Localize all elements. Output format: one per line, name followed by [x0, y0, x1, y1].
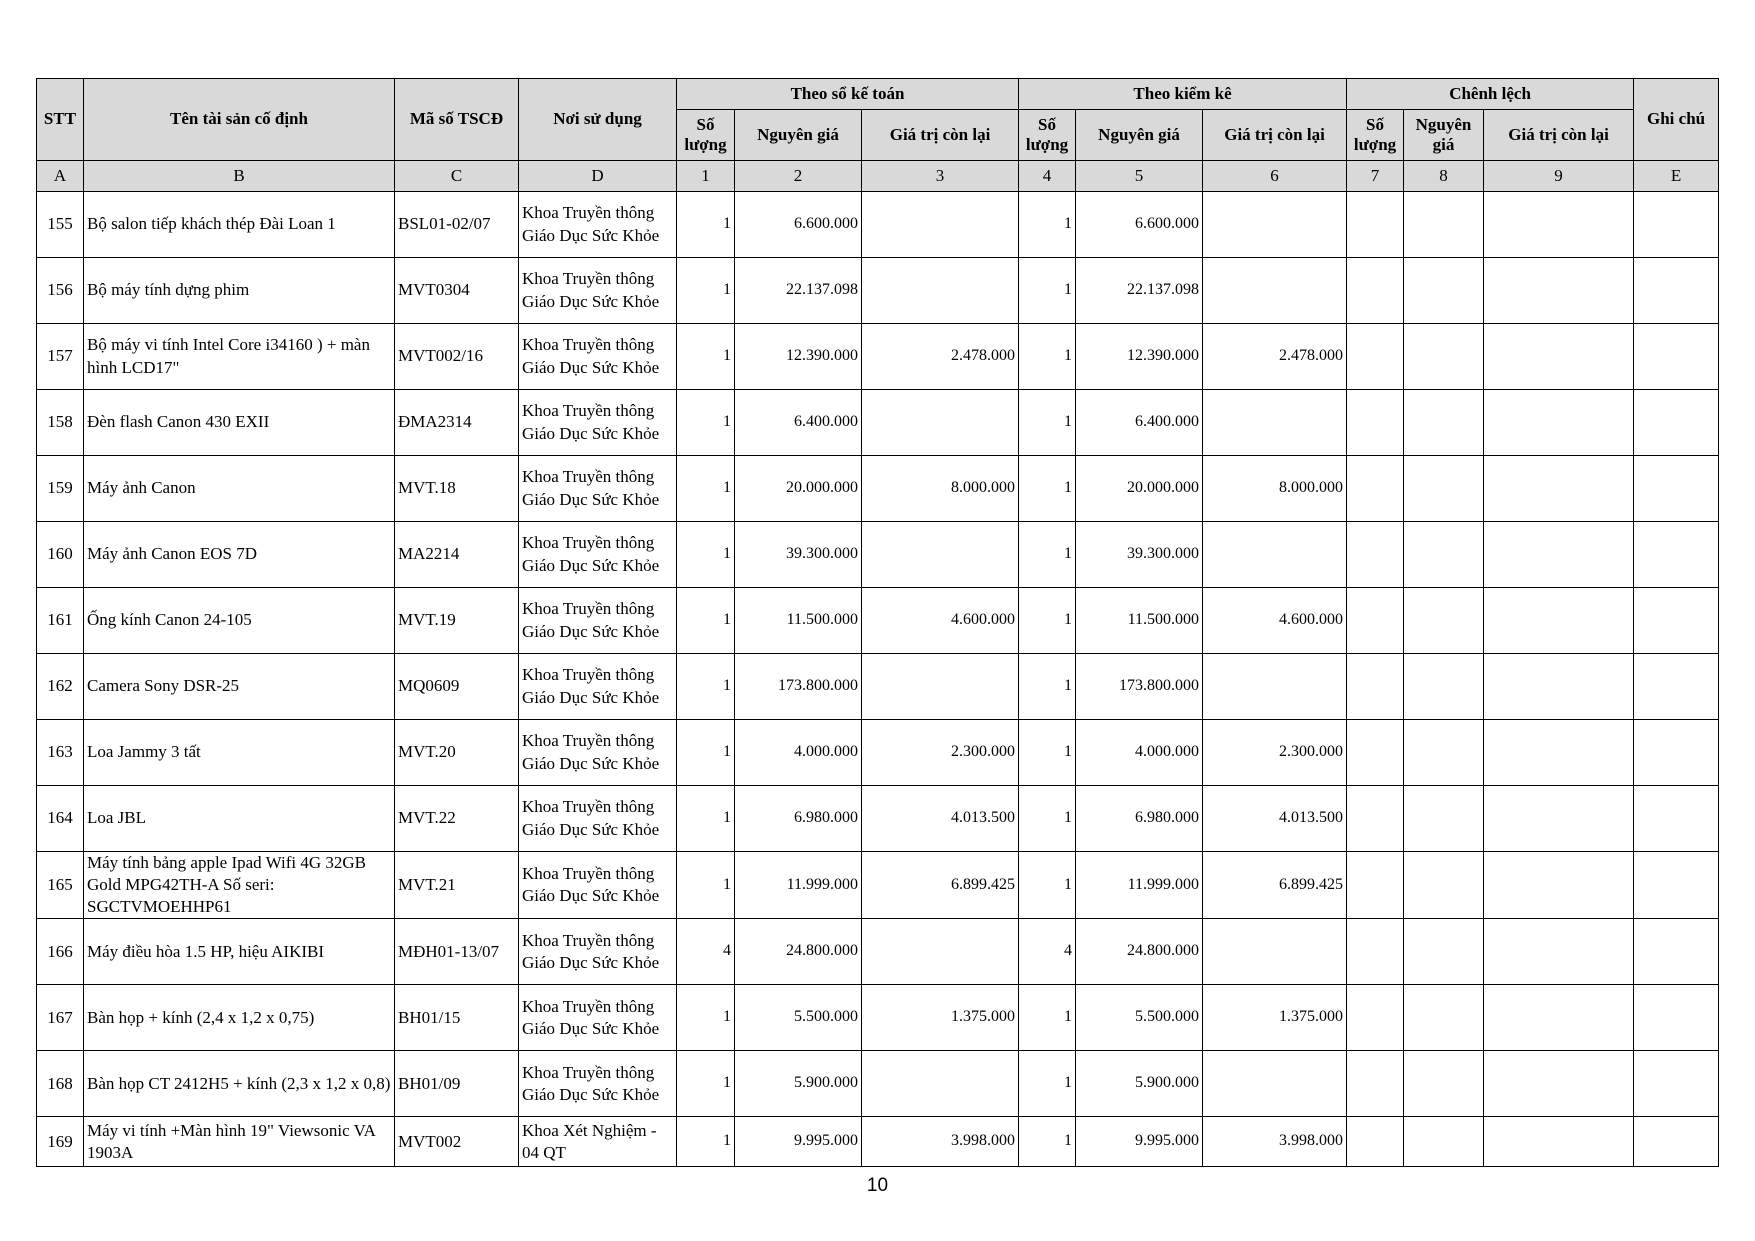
cell-inventory-cost: 22.137.098: [1076, 258, 1203, 324]
cell-asset-code: MVT0304: [395, 258, 519, 324]
cell-notes: [1634, 720, 1719, 786]
cell-diff-residual: [1484, 324, 1634, 390]
cell-books-residual: [862, 192, 1019, 258]
cell-inventory-qty: 1: [1019, 852, 1076, 919]
cell-diff-cost: [1404, 985, 1484, 1051]
cell-inventory-residual: 4.013.500: [1203, 786, 1347, 852]
column-letter: 4: [1019, 161, 1076, 192]
cell-diff-residual: [1484, 654, 1634, 720]
table-row: [37, 919, 1719, 985]
cell-inventory-residual: [1203, 1051, 1347, 1117]
cell-books-residual: 6.899.425: [862, 852, 1019, 919]
cell-books-cost: 9.995.000: [735, 1117, 862, 1167]
cell-asset-code: ĐMA2314: [395, 390, 519, 456]
table-row: [37, 1117, 1719, 1167]
cell-inventory-cost: 24.800.000: [1076, 919, 1203, 985]
cell-stt: 168: [37, 1051, 84, 1117]
cell-inventory-qty: 1: [1019, 985, 1076, 1051]
cell-location: Khoa Truyền thông Giáo Dục Sức Khỏe: [519, 852, 677, 919]
cell-inventory-qty: 1: [1019, 192, 1076, 258]
cell-books-qty: 1: [677, 852, 735, 919]
cell-asset-code: MA2214: [395, 522, 519, 588]
cell-inventory-cost: 4.000.000: [1076, 720, 1203, 786]
column-letter: 6: [1203, 161, 1347, 192]
cell-inventory-qty: 1: [1019, 390, 1076, 456]
cell-asset-name: Đèn flash Canon 430 EXII: [84, 390, 395, 456]
page-number: 10: [866, 1175, 889, 1196]
table-row: [37, 258, 1719, 324]
column-letter: A: [37, 161, 84, 192]
header-asset-code: Mã số TSCĐ: [395, 79, 519, 161]
cell-inventory-residual: [1203, 192, 1347, 258]
cell-asset-code: BSL01-02/07: [395, 192, 519, 258]
cell-asset-code: MQ0609: [395, 654, 519, 720]
cell-books-residual: 1.375.000: [862, 985, 1019, 1051]
cell-diff-residual: [1484, 192, 1634, 258]
cell-books-qty: 1: [677, 390, 735, 456]
table-row: [37, 985, 1719, 1051]
cell-diff-cost: [1404, 456, 1484, 522]
cell-inventory-cost: 6.400.000: [1076, 390, 1203, 456]
cell-asset-code: MVT.19: [395, 588, 519, 654]
cell-asset-name: Bộ máy vi tính Intel Core i34160 ) + màn hình LCD17": [84, 324, 395, 390]
cell-books-cost: 24.800.000: [735, 919, 862, 985]
cell-asset-name: Loa JBL: [84, 786, 395, 852]
cell-diff-qty: [1347, 720, 1404, 786]
cell-diff-qty: [1347, 522, 1404, 588]
cell-asset-name: Bàn họp + kính (2,4 x 1,2 x 0,75): [84, 985, 395, 1051]
cell-stt: 155: [37, 192, 84, 258]
cell-books-residual: [862, 1051, 1019, 1117]
header-diff-cost: Nguyên giá: [1404, 110, 1484, 161]
cell-stt: 161: [37, 588, 84, 654]
cell-inventory-residual: 8.000.000: [1203, 456, 1347, 522]
cell-diff-residual: [1484, 1051, 1634, 1117]
cell-notes: [1634, 919, 1719, 985]
cell-location: Khoa Truyền thông Giáo Dục Sức Khỏe: [519, 588, 677, 654]
cell-diff-residual: [1484, 390, 1634, 456]
cell-diff-cost: [1404, 588, 1484, 654]
cell-inventory-qty: 1: [1019, 258, 1076, 324]
cell-books-cost: 5.900.000: [735, 1051, 862, 1117]
column-letter: 2: [735, 161, 862, 192]
header-group-inventory: Theo kiểm kê: [1019, 79, 1347, 110]
header-inventory-qty: Số lượng: [1019, 110, 1076, 161]
cell-books-qty: 1: [677, 456, 735, 522]
cell-stt: 164: [37, 786, 84, 852]
cell-inventory-cost: 173.800.000: [1076, 654, 1203, 720]
cell-location: Khoa Truyền thông Giáo Dục Sức Khỏe: [519, 1051, 677, 1117]
cell-books-residual: [862, 919, 1019, 985]
cell-inventory-qty: 1: [1019, 522, 1076, 588]
header-group-books: Theo sổ kế toán: [677, 79, 1019, 110]
cell-books-cost: 6.400.000: [735, 390, 862, 456]
column-letter: 9: [1484, 161, 1634, 192]
column-letter: C: [395, 161, 519, 192]
cell-location: Khoa Truyền thông Giáo Dục Sức Khỏe: [519, 258, 677, 324]
cell-location: Khoa Truyền thông Giáo Dục Sức Khỏe: [519, 390, 677, 456]
cell-asset-name: Máy vi tính +Màn hình 19" Viewsonic VA 1903A: [84, 1117, 395, 1167]
cell-diff-cost: [1404, 852, 1484, 919]
cell-diff-cost: [1404, 919, 1484, 985]
cell-diff-cost: [1404, 324, 1484, 390]
cell-inventory-residual: 3.998.000: [1203, 1117, 1347, 1167]
cell-books-residual: 3.998.000: [862, 1117, 1019, 1167]
column-letter: B: [84, 161, 395, 192]
header-notes: Ghi chú: [1634, 79, 1719, 161]
cell-inventory-residual: 2.300.000: [1203, 720, 1347, 786]
cell-books-cost: 11.500.000: [735, 588, 862, 654]
cell-location: Khoa Truyền thông Giáo Dục Sức Khỏe: [519, 324, 677, 390]
cell-books-residual: 4.013.500: [862, 786, 1019, 852]
cell-inventory-residual: [1203, 390, 1347, 456]
cell-books-residual: [862, 390, 1019, 456]
cell-notes: [1634, 786, 1719, 852]
cell-diff-cost: [1404, 390, 1484, 456]
cell-inventory-qty: 1: [1019, 324, 1076, 390]
cell-diff-residual: [1484, 985, 1634, 1051]
cell-books-cost: 4.000.000: [735, 720, 862, 786]
cell-books-qty: 1: [677, 654, 735, 720]
cell-inventory-cost: 20.000.000: [1076, 456, 1203, 522]
cell-diff-qty: [1347, 1051, 1404, 1117]
asset-inventory-table: [36, 78, 1719, 1167]
cell-asset-code: MVT002/16: [395, 324, 519, 390]
cell-diff-residual: [1484, 1117, 1634, 1167]
cell-asset-code: MVT.21: [395, 852, 519, 919]
cell-diff-qty: [1347, 852, 1404, 919]
cell-books-qty: 1: [677, 786, 735, 852]
table-row: [37, 456, 1719, 522]
cell-inventory-cost: 6.980.000: [1076, 786, 1203, 852]
column-letter: D: [519, 161, 677, 192]
cell-books-cost: 22.137.098: [735, 258, 862, 324]
cell-diff-cost: [1404, 720, 1484, 786]
header-location: Nơi sử dụng: [519, 79, 677, 161]
cell-notes: [1634, 1117, 1719, 1167]
cell-location: Khoa Truyền thông Giáo Dục Sức Khỏe: [519, 654, 677, 720]
cell-books-qty: 1: [677, 720, 735, 786]
cell-notes: [1634, 192, 1719, 258]
header-inventory-residual: Giá trị còn lại: [1203, 110, 1347, 161]
cell-notes: [1634, 1051, 1719, 1117]
cell-inventory-cost: 11.999.000: [1076, 852, 1203, 919]
column-letter: E: [1634, 161, 1719, 192]
cell-asset-code: MĐH01-13/07: [395, 919, 519, 985]
cell-diff-qty: [1347, 786, 1404, 852]
cell-inventory-cost: 12.390.000: [1076, 324, 1203, 390]
cell-books-qty: 4: [677, 919, 735, 985]
cell-inventory-residual: [1203, 522, 1347, 588]
cell-diff-residual: [1484, 258, 1634, 324]
header-books-cost: Nguyên giá: [735, 110, 862, 161]
table-row: [37, 720, 1719, 786]
cell-books-cost: 173.800.000: [735, 654, 862, 720]
cell-diff-qty: [1347, 1117, 1404, 1167]
table-row: [37, 852, 1719, 919]
cell-notes: [1634, 324, 1719, 390]
cell-inventory-residual: [1203, 258, 1347, 324]
cell-diff-qty: [1347, 258, 1404, 324]
cell-books-qty: 1: [677, 588, 735, 654]
cell-diff-residual: [1484, 522, 1634, 588]
cell-diff-qty: [1347, 654, 1404, 720]
cell-diff-qty: [1347, 324, 1404, 390]
header-diff-qty: Số lượng: [1347, 110, 1404, 161]
cell-books-qty: 1: [677, 1117, 735, 1167]
cell-stt: 158: [37, 390, 84, 456]
cell-stt: 165: [37, 852, 84, 919]
cell-diff-cost: [1404, 192, 1484, 258]
cell-notes: [1634, 456, 1719, 522]
cell-asset-name: Bộ máy tính dựng phim: [84, 258, 395, 324]
cell-asset-name: Ống kính Canon 24-105: [84, 588, 395, 654]
cell-books-residual: 8.000.000: [862, 456, 1019, 522]
cell-books-cost: 12.390.000: [735, 324, 862, 390]
header-stt: STT: [37, 79, 84, 161]
cell-books-qty: 1: [677, 985, 735, 1051]
cell-location: Khoa Xét Nghiệm - 04 QT: [519, 1117, 677, 1167]
cell-asset-name: Loa Jammy 3 tất: [84, 720, 395, 786]
cell-books-qty: 1: [677, 324, 735, 390]
table-row: [37, 1051, 1719, 1117]
cell-books-residual: 2.478.000: [862, 324, 1019, 390]
cell-inventory-qty: 4: [1019, 919, 1076, 985]
cell-books-cost: 39.300.000: [735, 522, 862, 588]
cell-books-residual: [862, 522, 1019, 588]
cell-inventory-qty: 1: [1019, 720, 1076, 786]
cell-location: Khoa Truyền thông Giáo Dục Sức Khỏe: [519, 786, 677, 852]
table-body: [37, 192, 1719, 1167]
cell-location: Khoa Truyền thông Giáo Dục Sức Khỏe: [519, 192, 677, 258]
cell-notes: [1634, 654, 1719, 720]
column-letter: 5: [1076, 161, 1203, 192]
table-row: [37, 522, 1719, 588]
cell-books-residual: [862, 258, 1019, 324]
cell-location: Khoa Truyền thông Giáo Dục Sức Khỏe: [519, 720, 677, 786]
cell-books-cost: 6.980.000: [735, 786, 862, 852]
table-row: [37, 192, 1719, 258]
cell-stt: 163: [37, 720, 84, 786]
cell-diff-residual: [1484, 720, 1634, 786]
cell-diff-qty: [1347, 390, 1404, 456]
table-row: [37, 654, 1719, 720]
cell-stt: 167: [37, 985, 84, 1051]
cell-notes: [1634, 852, 1719, 919]
cell-diff-residual: [1484, 786, 1634, 852]
cell-inventory-residual: 6.899.425: [1203, 852, 1347, 919]
cell-books-qty: 1: [677, 192, 735, 258]
table-row: [37, 324, 1719, 390]
cell-inventory-cost: 6.600.000: [1076, 192, 1203, 258]
cell-asset-name: Máy ảnh Canon EOS 7D: [84, 522, 395, 588]
cell-books-residual: 4.600.000: [862, 588, 1019, 654]
cell-inventory-cost: 9.995.000: [1076, 1117, 1203, 1167]
table-row: [37, 786, 1719, 852]
cell-notes: [1634, 390, 1719, 456]
cell-location: Khoa Truyền thông Giáo Dục Sức Khỏe: [519, 985, 677, 1051]
cell-location: Khoa Truyền thông Giáo Dục Sức Khỏe: [519, 919, 677, 985]
cell-inventory-qty: 1: [1019, 654, 1076, 720]
cell-books-residual: 2.300.000: [862, 720, 1019, 786]
cell-books-cost: 20.000.000: [735, 456, 862, 522]
cell-inventory-qty: 1: [1019, 456, 1076, 522]
cell-inventory-qty: 1: [1019, 786, 1076, 852]
cell-asset-code: MVT002: [395, 1117, 519, 1167]
cell-books-cost: 5.500.000: [735, 985, 862, 1051]
cell-diff-residual: [1484, 456, 1634, 522]
cell-diff-cost: [1404, 258, 1484, 324]
cell-diff-residual: [1484, 919, 1634, 985]
cell-diff-cost: [1404, 786, 1484, 852]
cell-books-qty: 1: [677, 258, 735, 324]
column-letter: 1: [677, 161, 735, 192]
cell-diff-residual: [1484, 588, 1634, 654]
header-books-residual: Giá trị còn lại: [862, 110, 1019, 161]
cell-books-qty: 1: [677, 1051, 735, 1117]
cell-stt: 160: [37, 522, 84, 588]
cell-diff-qty: [1347, 456, 1404, 522]
cell-diff-residual: [1484, 852, 1634, 919]
cell-diff-cost: [1404, 654, 1484, 720]
cell-inventory-residual: [1203, 919, 1347, 985]
header-group-difference: Chênh lệch: [1347, 79, 1634, 110]
cell-inventory-cost: 5.500.000: [1076, 985, 1203, 1051]
cell-books-cost: 6.600.000: [735, 192, 862, 258]
cell-asset-name: Bộ salon tiếp khách thép Đài Loan 1: [84, 192, 395, 258]
cell-location: Khoa Truyền thông Giáo Dục Sức Khỏe: [519, 522, 677, 588]
cell-diff-qty: [1347, 192, 1404, 258]
table-row: [37, 588, 1719, 654]
cell-inventory-cost: 5.900.000: [1076, 1051, 1203, 1117]
cell-asset-name: Camera Sony DSR-25: [84, 654, 395, 720]
cell-stt: 156: [37, 258, 84, 324]
cell-inventory-cost: 39.300.000: [1076, 522, 1203, 588]
cell-stt: 157: [37, 324, 84, 390]
cell-diff-cost: [1404, 522, 1484, 588]
cell-books-qty: 1: [677, 522, 735, 588]
cell-books-cost: 11.999.000: [735, 852, 862, 919]
cell-diff-qty: [1347, 985, 1404, 1051]
table-header: [37, 79, 1719, 192]
cell-inventory-residual: 1.375.000: [1203, 985, 1347, 1051]
header-asset-name: Tên tài sản cố định: [84, 79, 395, 161]
cell-inventory-qty: 1: [1019, 1117, 1076, 1167]
cell-location: Khoa Truyền thông Giáo Dục Sức Khỏe: [519, 456, 677, 522]
cell-notes: [1634, 985, 1719, 1051]
cell-diff-cost: [1404, 1117, 1484, 1167]
cell-asset-name: Máy ảnh Canon: [84, 456, 395, 522]
header-diff-residual: Giá trị còn lại: [1484, 110, 1634, 161]
cell-notes: [1634, 522, 1719, 588]
column-letter: 3: [862, 161, 1019, 192]
cell-asset-code: BH01/09: [395, 1051, 519, 1117]
cell-stt: 166: [37, 919, 84, 985]
cell-asset-name: Máy điều hòa 1.5 HP, hiệu AIKIBI: [84, 919, 395, 985]
cell-diff-qty: [1347, 919, 1404, 985]
cell-books-residual: [862, 654, 1019, 720]
column-letter: 8: [1404, 161, 1484, 192]
header-inventory-cost: Nguyên giá: [1076, 110, 1203, 161]
cell-inventory-qty: 1: [1019, 1051, 1076, 1117]
cell-diff-qty: [1347, 588, 1404, 654]
cell-notes: [1634, 588, 1719, 654]
table-row: [37, 390, 1719, 456]
cell-stt: 162: [37, 654, 84, 720]
header-books-qty: Số lượng: [677, 110, 735, 161]
cell-inventory-cost: 11.500.000: [1076, 588, 1203, 654]
cell-stt: 169: [37, 1117, 84, 1167]
column-letter: 7: [1347, 161, 1404, 192]
cell-asset-name: Bàn họp CT 2412H5 + kính (2,3 x 1,2 x 0,8): [84, 1051, 395, 1117]
cell-inventory-residual: 2.478.000: [1203, 324, 1347, 390]
cell-inventory-residual: 4.600.000: [1203, 588, 1347, 654]
cell-inventory-residual: [1203, 654, 1347, 720]
cell-asset-code: MVT.22: [395, 786, 519, 852]
cell-diff-cost: [1404, 1051, 1484, 1117]
cell-asset-name: Máy tính bảng apple Ipad Wifi 4G 32GB Gold MPG42TH-A Số seri: SGCTVMOEHHP61: [84, 852, 395, 919]
cell-asset-code: MVT.20: [395, 720, 519, 786]
cell-inventory-qty: 1: [1019, 588, 1076, 654]
column-letter-row: [37, 161, 1719, 192]
cell-notes: [1634, 258, 1719, 324]
cell-asset-code: BH01/15: [395, 985, 519, 1051]
cell-stt: 159: [37, 456, 84, 522]
cell-asset-code: MVT.18: [395, 456, 519, 522]
